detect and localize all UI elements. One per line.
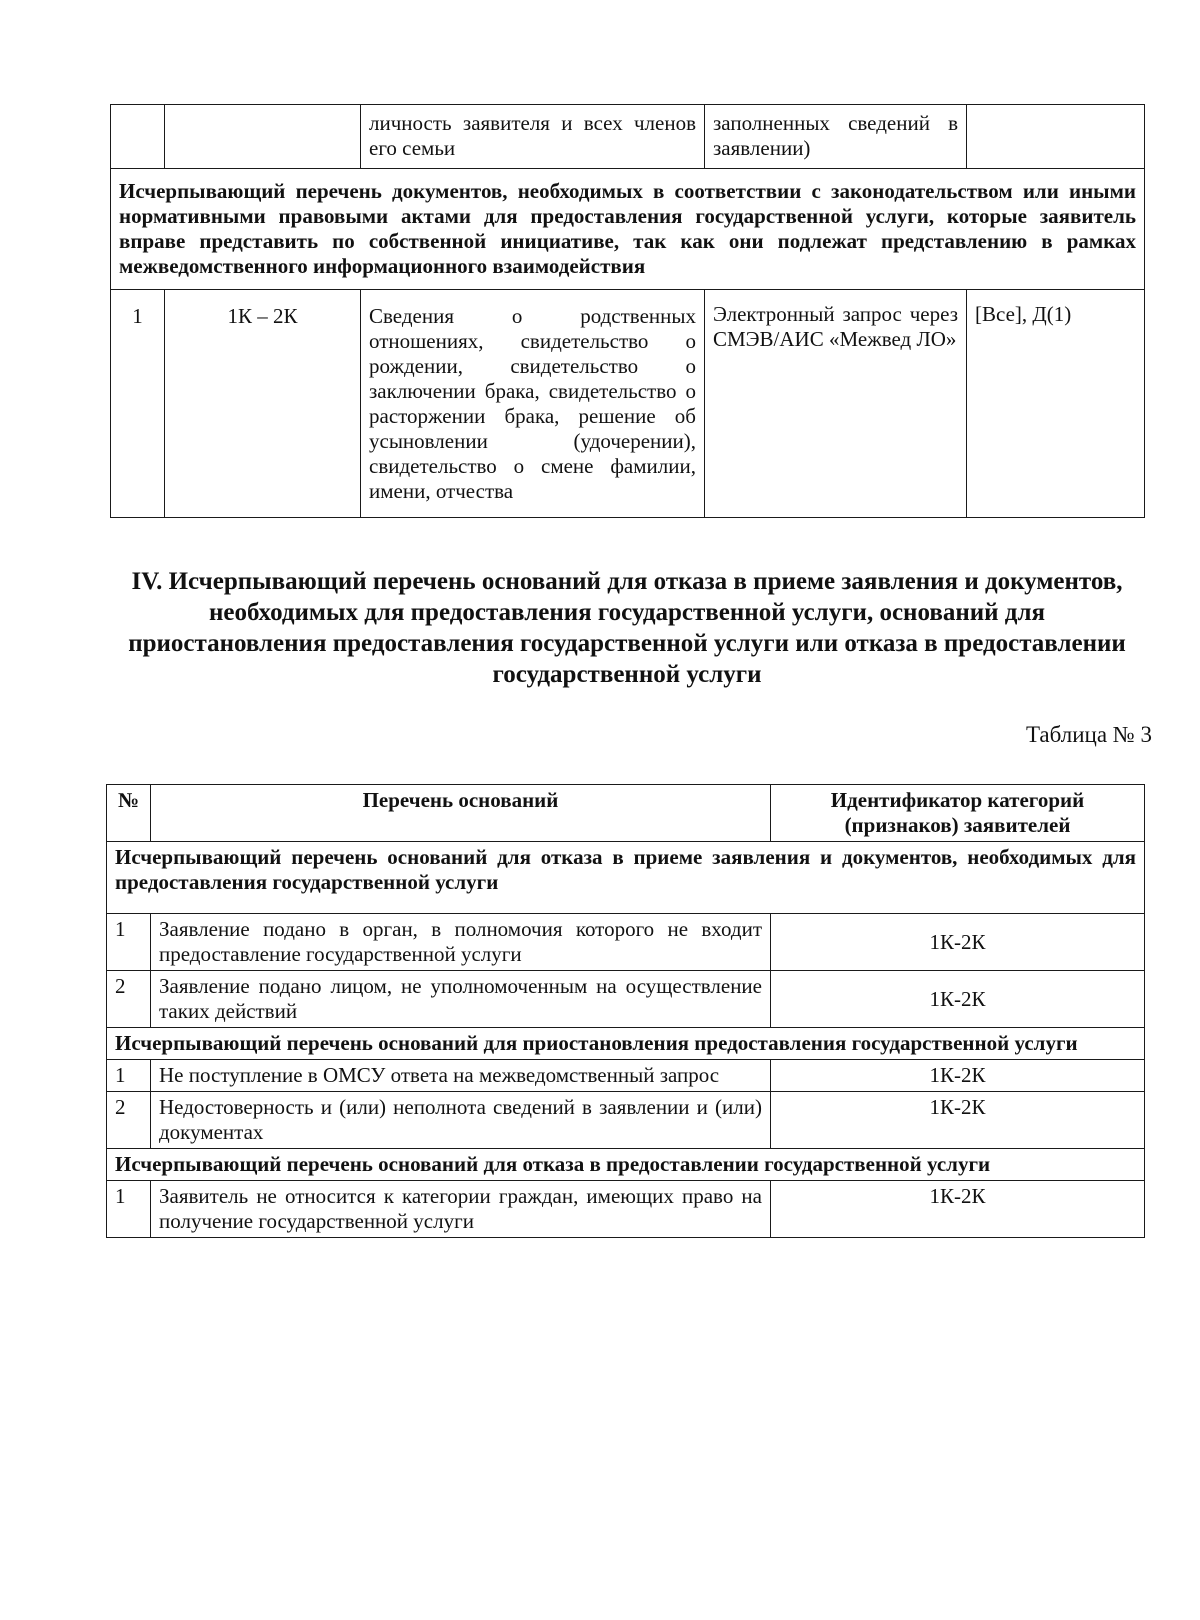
grounds-table: [106, 784, 1145, 1238]
header-identifier: Идентификатор категорий (признаков) заявителей: [771, 785, 1145, 842]
section-row: [107, 1149, 1145, 1181]
method-cell: Электронный запрос через СМЭВ/АИС «Межвед ЛО»: [705, 290, 967, 518]
table-cell: [111, 105, 165, 169]
row-identifier: 1К-2К: [771, 1181, 1145, 1238]
row-number: 1: [111, 290, 165, 518]
row-number: 1: [107, 1060, 151, 1092]
section-title: Исчерпывающий перечень оснований для приостановления предоставления государственной услуги: [107, 1028, 1145, 1060]
code-cell: [Все], Д(1): [967, 290, 1145, 518]
table-row: [107, 1092, 1145, 1149]
row-number: 2: [107, 1092, 151, 1149]
section-row: [107, 1028, 1145, 1060]
table-cell: [165, 105, 361, 169]
section-heading: IV. Исчерпывающий перечень оснований для отказа в приеме заявления и документов, необходимых для предоставления государственной услуги, оснований для приостановления предоставления государственной услуги или отказа в предоставлении государственной услуги: [128, 568, 1126, 688]
row-identifier: 1К-2К: [771, 971, 1145, 1028]
section-row: [107, 842, 1145, 914]
table-header-row: [107, 785, 1145, 842]
section-header-cell: Исчерпывающий перечень документов, необходимых в соответствии с законодательством или иными нормативными правовыми актами для предоставления государственной услуги, которые заявитель вправе представить по собственной инициативе, так как они подлежат представлению в рамках межведомственного информационного взаимодействия: [111, 169, 1145, 290]
section-title: Исчерпывающий перечень оснований для отказа в предоставлении государственной услуги: [107, 1149, 1145, 1181]
row-identifier: 1К-2К: [771, 1060, 1145, 1092]
documents-cell: Сведения о родственных отношениях, свидетельство о рождении, свидетельство о заключении брака, свидетельство о расторжении брака, решение об усыновлении (удочерении), свидетельство о смене фамилии, имени, отчества: [361, 290, 705, 518]
documents-table: [110, 104, 1145, 518]
table-row: [107, 914, 1145, 971]
row-text: Заявление подано в орган, в полномочия которого не входит предоставление государственной услуги: [151, 914, 771, 971]
table-cell: [967, 105, 1145, 169]
category-cell: 1К – 2К: [165, 290, 361, 518]
header-grounds: Перечень оснований: [151, 785, 771, 842]
table-row: [107, 971, 1145, 1028]
table-label: Таблица № 3: [1025, 722, 1152, 747]
row-text: Заявитель не относится к категории граждан, имеющих право на получение государственной услуги: [151, 1181, 771, 1238]
table-row: [111, 105, 1145, 169]
row-number: 1: [107, 914, 151, 971]
table-row: [107, 1060, 1145, 1092]
row-number: 1: [107, 1181, 151, 1238]
row-text: Не поступление в ОМСУ ответа на межведомственный запрос: [151, 1060, 771, 1092]
row-identifier: 1К-2К: [771, 1092, 1145, 1149]
row-text: Недостоверность и (или) неполнота сведений в заявлении и (или) документах: [151, 1092, 771, 1149]
row-number: 2: [107, 971, 151, 1028]
row-text: Заявление подано лицом, не уполномоченным на осуществление таких действий: [151, 971, 771, 1028]
row-identifier: 1К-2К: [771, 914, 1145, 971]
table-row: [111, 290, 1145, 518]
section-header-row: [111, 169, 1145, 290]
table-cell: личность заявителя и всех членов его семьи: [361, 105, 705, 169]
header-num: №: [107, 785, 151, 842]
section-title: Исчерпывающий перечень оснований для отказа в приеме заявления и документов, необходимых для предоставления государственной услуги: [107, 842, 1145, 914]
table-row: [107, 1181, 1145, 1238]
table-cell: заполненных сведений в заявлении): [705, 105, 967, 169]
